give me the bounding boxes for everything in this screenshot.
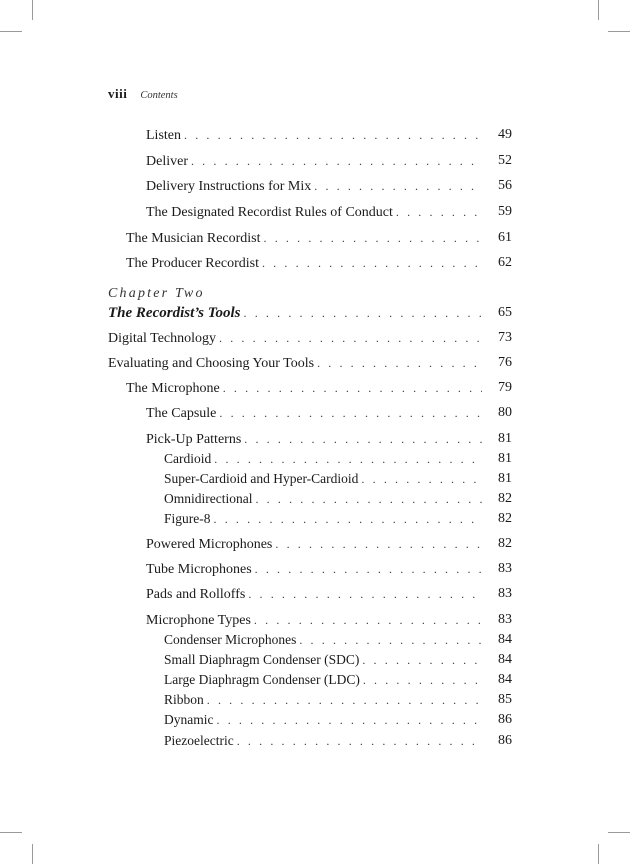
dot-leader xyxy=(314,177,482,195)
toc-page-number: 85 xyxy=(498,692,512,707)
dot-leader xyxy=(255,490,482,508)
toc-page-number: 81 xyxy=(498,431,512,446)
dot-leader xyxy=(219,329,482,347)
toc-entry[interactable] xyxy=(164,691,482,709)
dot-leader xyxy=(363,671,482,689)
toc-entry-label: Delivery Instructions for Mix xyxy=(146,179,312,194)
toc-page-number: 52 xyxy=(498,153,512,168)
toc-entry-label: Pick-Up Patterns xyxy=(146,432,242,447)
toc-page-number: 81 xyxy=(498,451,512,466)
toc-entry[interactable] xyxy=(164,631,482,649)
chapter-label: Chapter Two xyxy=(108,286,205,301)
dot-leader xyxy=(207,691,482,709)
toc-chapter-title[interactable] xyxy=(108,304,482,322)
toc-page-number: 79 xyxy=(498,380,512,395)
toc-page-number: 83 xyxy=(498,586,512,601)
dot-leader xyxy=(217,711,483,729)
toc-entry-label: The Microphone xyxy=(126,381,220,396)
toc-entry-label: Ribbon xyxy=(164,692,204,707)
toc-page-number: 62 xyxy=(498,255,512,270)
toc-page-number: 49 xyxy=(498,127,512,142)
toc-entry-label: Listen xyxy=(146,128,181,143)
toc-entry-label: The Musician Recordist xyxy=(126,231,261,246)
toc-entry-label: The Designated Recordist Rules of Conduct xyxy=(146,205,393,220)
toc-entry-label: Figure-8 xyxy=(164,511,211,526)
dot-leader xyxy=(275,535,482,553)
dot-leader xyxy=(214,450,482,468)
toc-entry-label: The Producer Recordist xyxy=(126,256,259,271)
toc-entry-label: Omnidirectional xyxy=(164,491,253,506)
toc-page-number: 83 xyxy=(498,561,512,576)
crop-mark xyxy=(32,0,33,20)
dot-leader xyxy=(254,611,482,629)
dot-leader xyxy=(237,732,482,750)
toc-entry[interactable] xyxy=(146,152,482,171)
crop-mark xyxy=(608,832,630,833)
toc-entry-label: Powered Microphones xyxy=(146,537,273,552)
toc-page-number: 80 xyxy=(498,405,512,420)
crop-mark xyxy=(598,844,599,864)
dot-leader xyxy=(244,430,482,448)
toc-page-number: 82 xyxy=(498,536,512,551)
toc-page-number: 82 xyxy=(498,511,512,526)
dot-leader xyxy=(317,354,482,372)
toc-entry[interactable] xyxy=(164,490,482,508)
toc-entry-label: Super-Cardioid and Hyper-Cardioid xyxy=(164,471,359,486)
dot-leader xyxy=(396,203,482,221)
dot-leader xyxy=(248,585,482,603)
running-title: Contents xyxy=(140,90,178,101)
toc-entry[interactable] xyxy=(126,379,482,398)
toc-entry-label: Small Diaphragm Condenser (SDC) xyxy=(164,652,360,667)
dot-leader xyxy=(244,304,482,322)
toc-entry[interactable] xyxy=(146,611,482,630)
toc-entry-label: The Recordist’s Tools xyxy=(108,305,241,321)
toc-entry[interactable] xyxy=(146,430,482,449)
toc-entry[interactable] xyxy=(164,671,482,689)
toc-entry-label: Condenser Microphones xyxy=(164,632,297,647)
dot-leader xyxy=(264,229,482,247)
toc-entry-label: Tube Microphones xyxy=(146,562,252,577)
toc-entry[interactable] xyxy=(146,560,482,579)
toc-entry[interactable] xyxy=(164,732,482,750)
toc-entry[interactable] xyxy=(108,329,482,348)
toc-page-number: 84 xyxy=(498,632,512,647)
dot-leader xyxy=(299,631,482,649)
dot-leader xyxy=(255,560,482,578)
toc-page-number: 84 xyxy=(498,672,512,687)
crop-mark xyxy=(0,31,22,32)
running-head xyxy=(108,86,178,104)
toc-page-number: 76 xyxy=(498,355,512,370)
toc-entry[interactable] xyxy=(164,510,482,528)
toc-entry[interactable] xyxy=(164,450,482,468)
dot-leader xyxy=(191,152,482,170)
toc-entry-label: Dynamic xyxy=(164,712,214,727)
crop-mark xyxy=(598,0,599,20)
toc-page-number: 65 xyxy=(498,305,512,320)
toc-entry-label: Digital Technology xyxy=(108,331,217,346)
toc-entry[interactable] xyxy=(108,354,482,373)
toc-entry[interactable] xyxy=(126,254,482,273)
toc-entry-label: Large Diaphragm Condenser (LDC) xyxy=(164,672,360,687)
toc-entry[interactable] xyxy=(146,177,482,196)
toc-entry[interactable] xyxy=(164,470,482,488)
dot-leader xyxy=(214,510,483,528)
crop-mark xyxy=(0,832,22,833)
dot-leader xyxy=(362,651,482,669)
toc-entry-label: Deliver xyxy=(146,154,188,169)
toc-entry[interactable] xyxy=(146,535,482,554)
toc-entry[interactable] xyxy=(126,229,482,248)
toc-entry[interactable] xyxy=(146,585,482,604)
dot-leader xyxy=(223,379,482,397)
toc-entry-label: Evaluating and Choosing Your Tools xyxy=(108,356,315,371)
toc-entry[interactable] xyxy=(146,126,482,145)
toc-page-number: 61 xyxy=(498,230,512,245)
dot-leader xyxy=(262,254,482,272)
crop-mark xyxy=(32,844,33,864)
toc-entry[interactable] xyxy=(164,711,482,729)
toc-page-number: 82 xyxy=(498,491,512,506)
toc-entry[interactable] xyxy=(146,203,482,222)
toc-entry-label: Cardioid xyxy=(164,451,212,466)
dot-leader xyxy=(184,126,482,144)
page-folio: viii xyxy=(108,86,128,101)
dot-leader xyxy=(219,404,482,422)
dot-leader xyxy=(361,470,482,488)
toc-page-number: 84 xyxy=(498,652,512,667)
toc-entry-label: The Capsule xyxy=(146,406,217,421)
toc-entry-label: Microphone Types xyxy=(146,613,251,628)
toc-entry-label: Piezoelectric xyxy=(164,733,234,748)
toc-page-number: 81 xyxy=(498,471,512,486)
toc-page-number: 59 xyxy=(498,204,512,219)
toc-page-number: 86 xyxy=(498,733,512,748)
toc-entry[interactable] xyxy=(146,404,482,423)
toc-page-number: 86 xyxy=(498,712,512,727)
toc-page-number: 56 xyxy=(498,178,512,193)
toc-page-number: 83 xyxy=(498,612,512,627)
toc-entry-label: Pads and Rolloffs xyxy=(146,587,246,602)
toc-page-number: 73 xyxy=(498,330,512,345)
toc-entry[interactable] xyxy=(164,651,482,669)
crop-mark xyxy=(608,31,630,32)
